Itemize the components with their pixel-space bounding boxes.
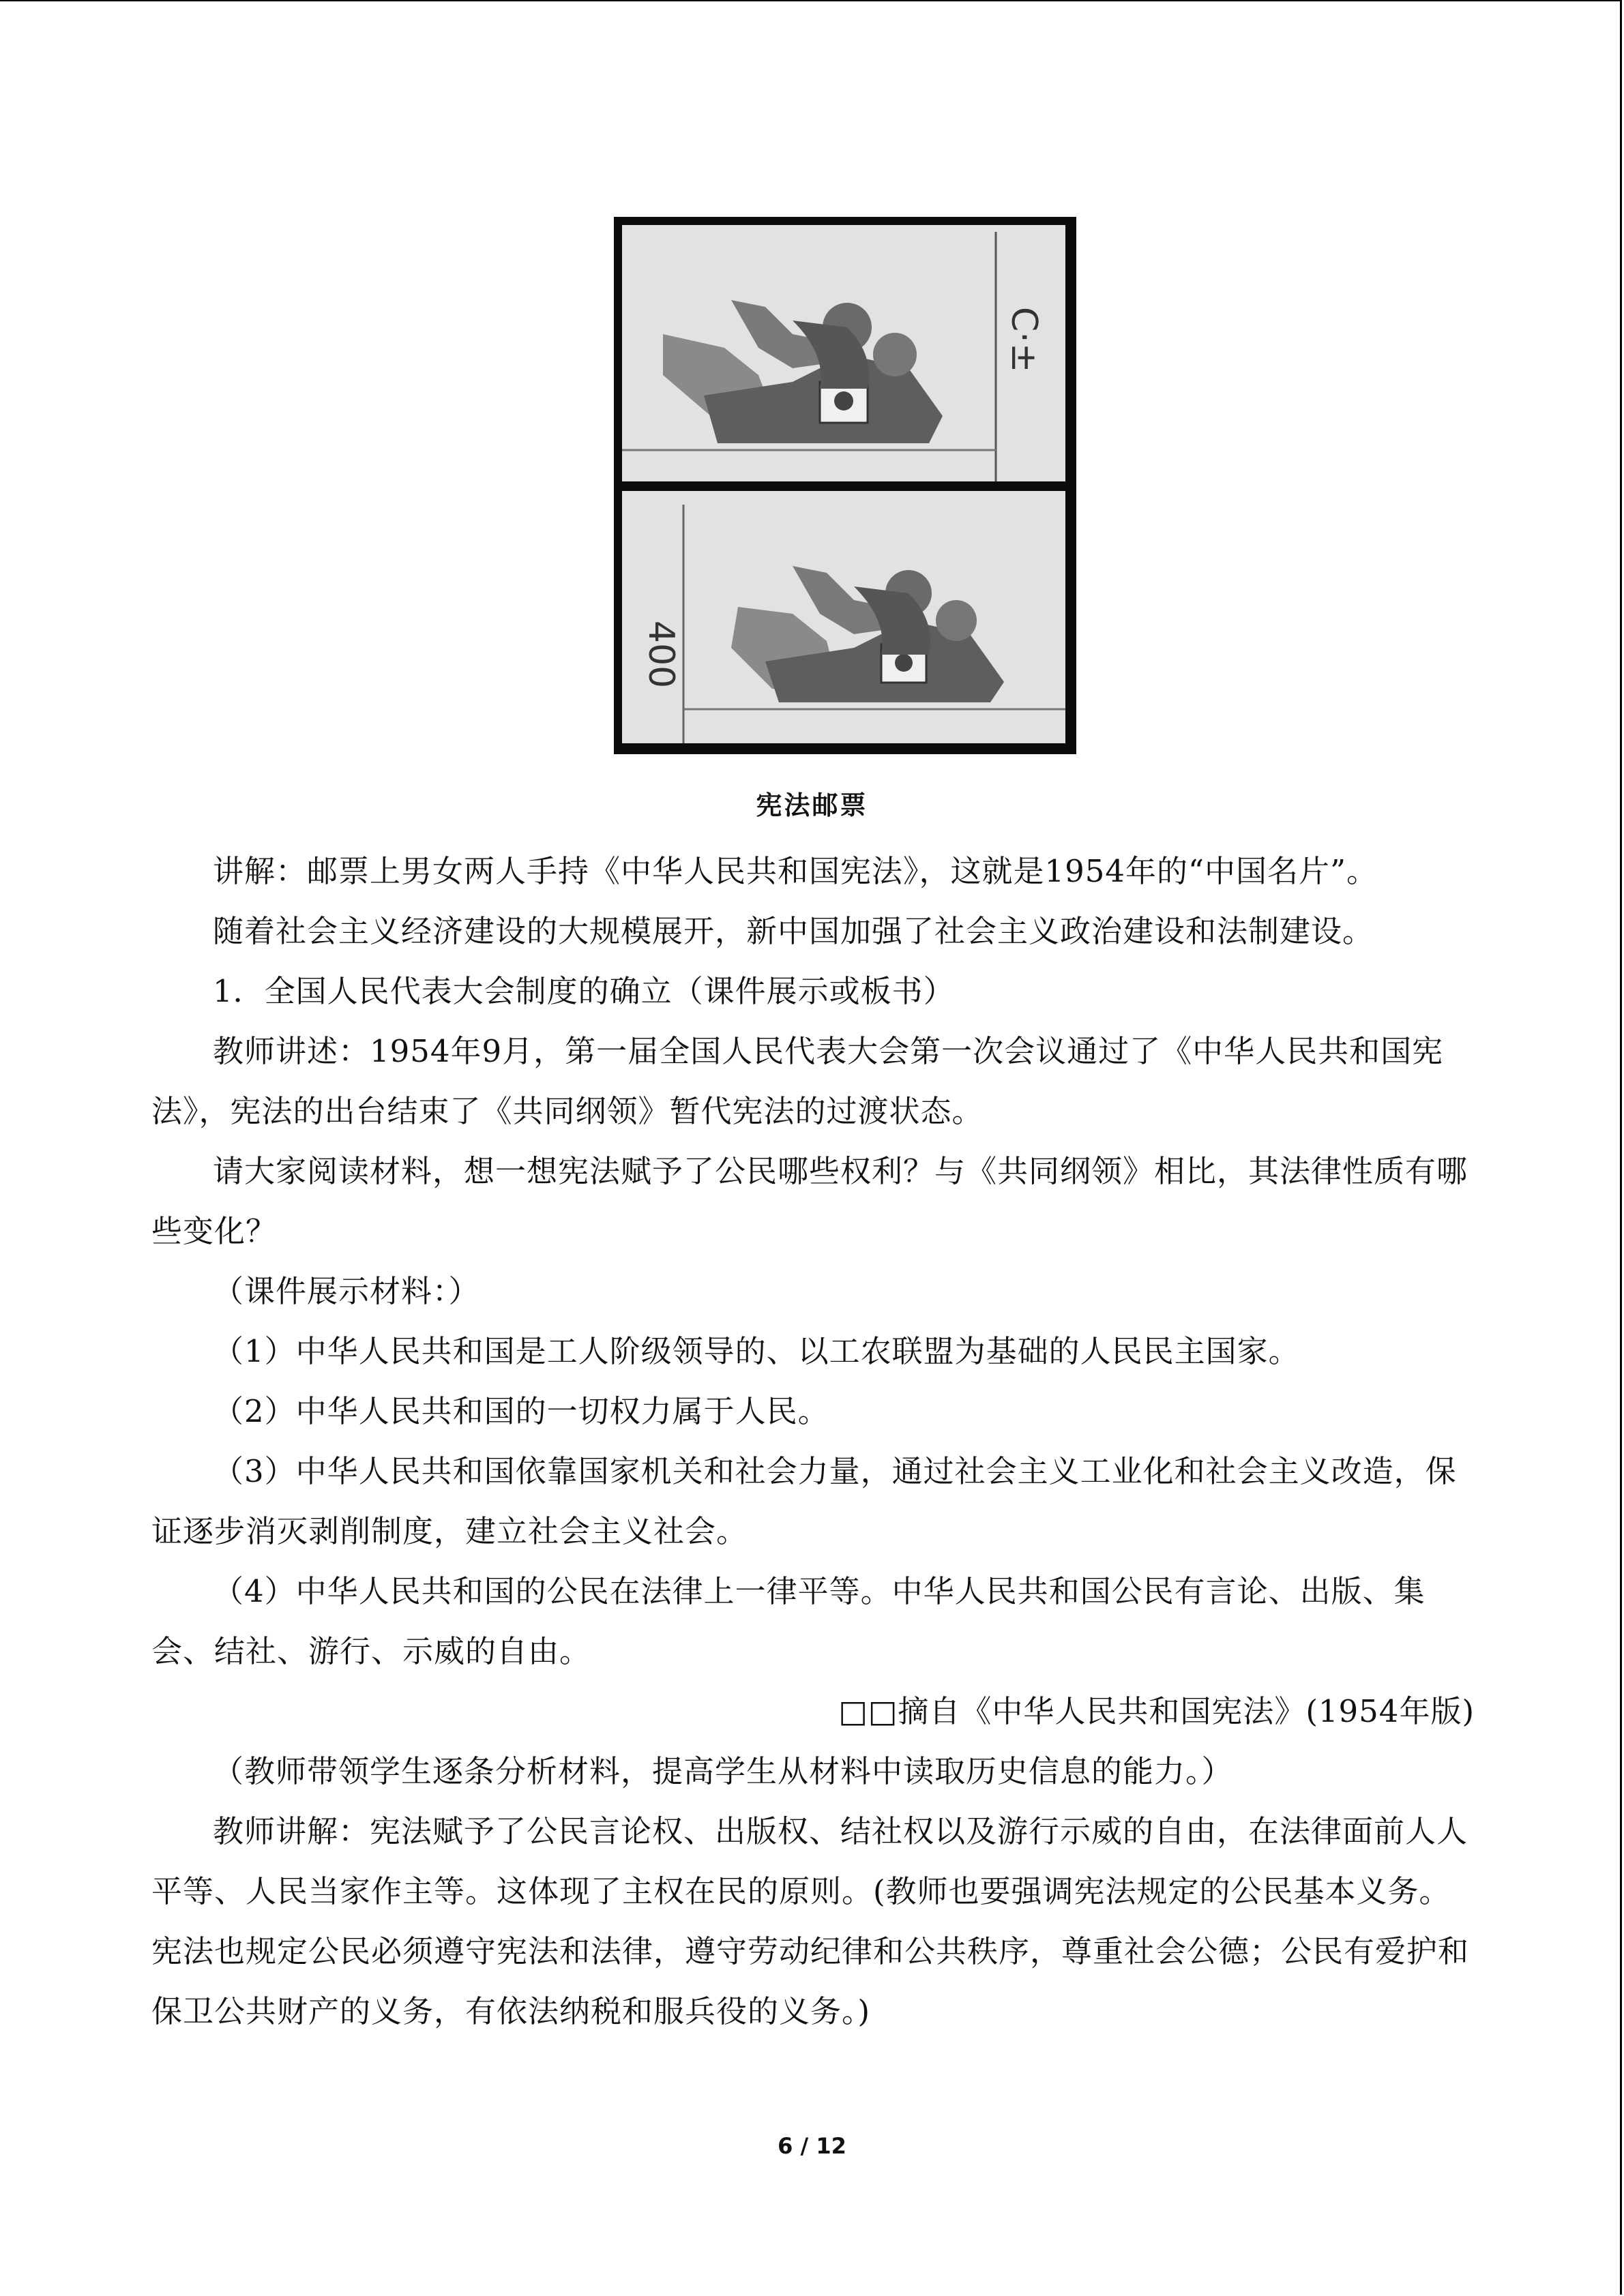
stamp-image-bottom	[622, 491, 1065, 743]
material-source: □□摘自《中华人民共和国宪法》(1954年版)	[838, 1693, 1475, 1729]
paragraph-explanation: 讲解：邮票上男女两人手持《中华人民共和国宪法》，这就是1954年的“中国名片”。	[213, 853, 1378, 889]
body-text	[151, 841, 1475, 2042]
paragraph-analysis-note: （教师带领学生逐条分析材料，提高学生从材料中读取历史信息的能力。）	[213, 1753, 1233, 1789]
stamp-image-top	[622, 225, 1065, 481]
material-item-4: （4）中华人民共和国的公民在法律上一律平等。中华人民共和国公民有言论、出版、集会、结社、游行、示威的自由。	[151, 1573, 1426, 1669]
stamp-top-value: C·±	[1003, 307, 1044, 373]
material-item-2: （2）中华人民共和国的一切权力属于人民。	[213, 1393, 829, 1429]
paragraph-teacher-explanation: 教师讲解：宪法赋予了公民言论权、出版权、结社权以及游行示威的自由，在法律面前人人平等、人民当家作主等。这体现了主权在民的原则。(教师也要强调宪法规定的公民基本义务。宪法也规定公民必须遵守宪法和法律，遵守劳动纪律和公共秩序，尊重社会公德；公民有爱护和保卫公共财产的义务，有依法纳税和服兵役的义务。)	[151, 1813, 1470, 2029]
material-item-1: （1）中华人民共和国是工人阶级领导的、以工农联盟为基础的人民民主国家。	[213, 1333, 1300, 1369]
figure-caption: 宪法邮票	[756, 790, 868, 820]
stamp-figure	[614, 217, 1076, 754]
material-item-3: （3）中华人民共和国依靠国家机关和社会力量，通过社会主义工业化和社会主义改造，保证逐步消灭剥削制度，建立社会主义社会。	[151, 1453, 1457, 1549]
paragraph-teacher-narration: 教师讲述：1954年9月，第一届全国人民代表大会第一次会议通过了《中华人民共和国宪法》，宪法的出台结束了《共同纲领》暂代宪法的过渡状态。	[151, 1033, 1444, 1129]
stamp-bottom-value: 400	[640, 621, 681, 689]
stamp-illustration-top	[622, 225, 1065, 481]
stamp-illustration-bottom	[622, 491, 1065, 743]
paragraph-material-intro: （课件展示材料：）	[213, 1273, 480, 1309]
page-number: 6 / 12	[778, 2133, 846, 2159]
section-heading: 1．全国人民代表大会制度的确立（课件展示或板书）	[213, 973, 955, 1009]
paragraph-question: 请大家阅读材料，想一想宪法赋予了公民哪些权利？与《共同纲领》相比，其法律性质有哪些变化？	[151, 1153, 1468, 1249]
paragraph-context: 随着社会主义经济建设的大规模展开，新中国加强了社会主义政治建设和法制建设。	[213, 913, 1374, 949]
